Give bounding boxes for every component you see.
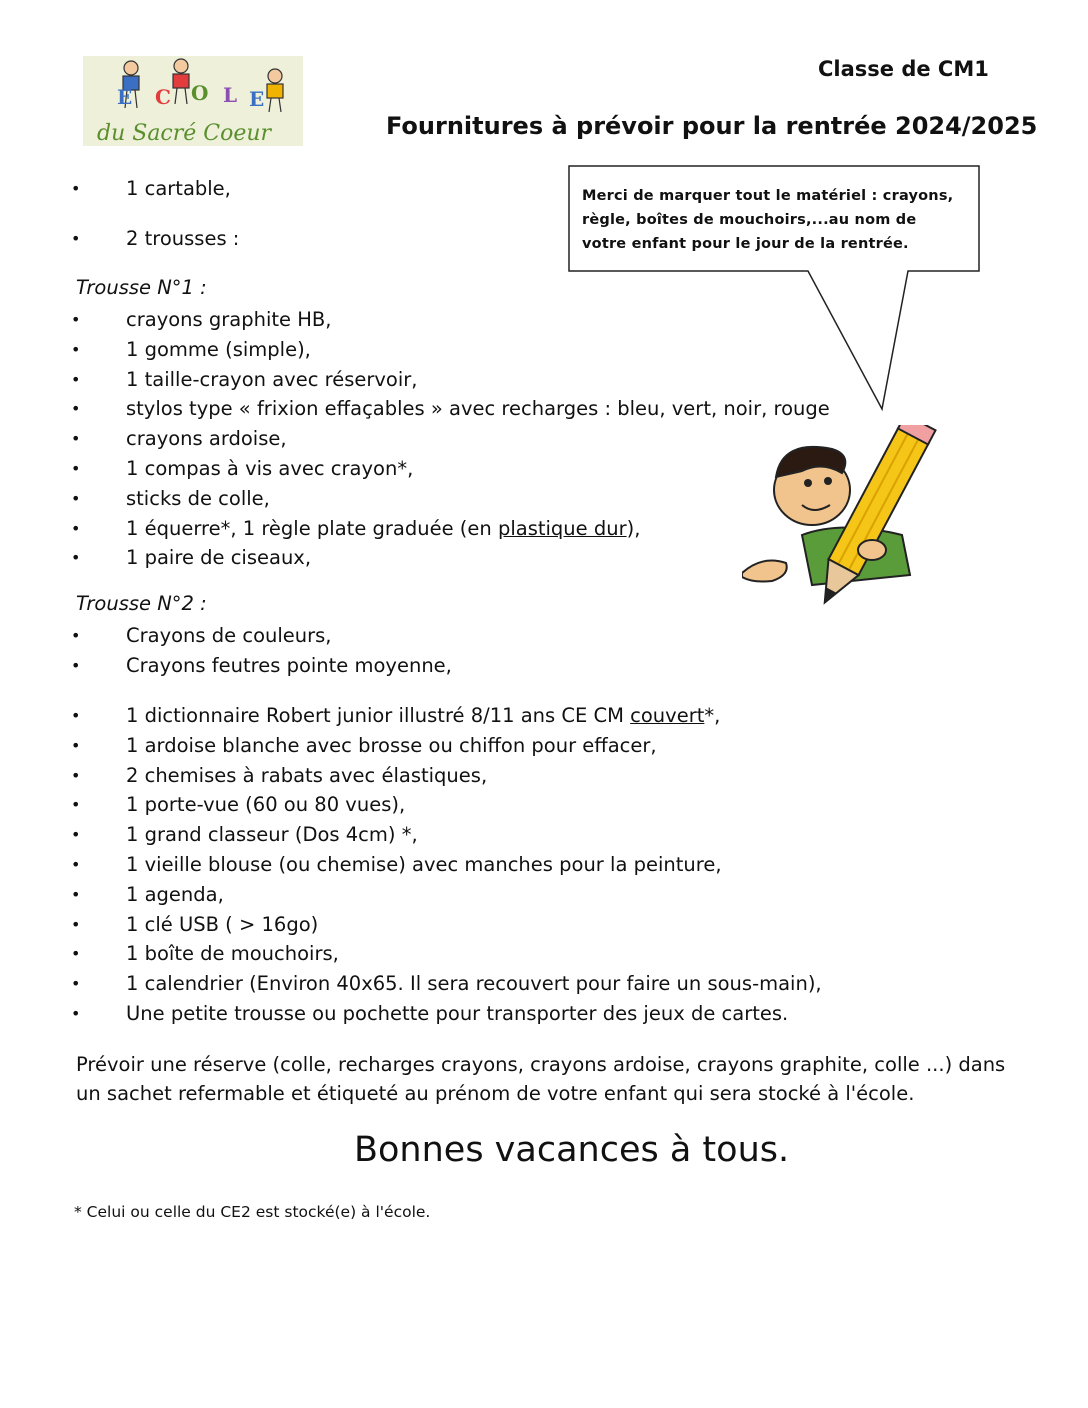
item-text: sticks de colle, <box>126 486 270 510</box>
item-text: 2 chemises à rabats avec élastiques, <box>126 763 488 787</box>
underlined-text: couvert <box>630 704 705 727</box>
bullet: • <box>71 944 81 964</box>
item-text: Crayons de couleurs, <box>126 624 332 647</box>
bullet: • <box>71 735 81 755</box>
item-text: stylos type « frixion effaçables » avec recharges : bleu, vert, noir, rouge <box>126 397 830 421</box>
item-text: 1 cartable, <box>126 177 231 200</box>
item-text: Crayons feutres pointe moyenne, <box>126 653 452 677</box>
bullet: • <box>71 339 81 359</box>
item-text: 1 agenda, <box>126 882 224 906</box>
callout-line: Merci de marquer tout le matériel : crayons, <box>582 188 954 204</box>
bullet: • <box>71 399 81 419</box>
item-text: Une petite trousse ou pochette pour transporter des jeux de cartes. <box>126 1001 789 1025</box>
page-title: Fournitures à prévoir pour la rentrée 2024/2025 <box>386 112 1038 140</box>
class-title: Classe de CM1 <box>818 57 989 81</box>
bullet: • <box>71 369 81 389</box>
bullet: • <box>71 914 81 934</box>
callout-line: votre enfant pour le jour de la rentrée. <box>582 236 909 252</box>
callout-text <box>582 184 982 256</box>
item-text: 1 calendrier (Environ 40x65. Il sera recouvert pour faire un sous-main), <box>126 972 822 996</box>
bullet: • <box>71 488 81 508</box>
callout-line: règle, boîtes de mouchoirs,...au nom de <box>582 212 917 228</box>
item-text: crayons graphite HB, <box>126 308 332 331</box>
bullet: • <box>71 179 81 198</box>
logo-subtitle: du Sacré Coeur <box>97 121 272 146</box>
item-text: 1 gomme (simple), <box>126 337 311 361</box>
item-text: 1 ardoise blanche avec brosse ou chiffon pour effacer, <box>126 733 657 757</box>
item-text: crayons ardoise, <box>126 427 287 451</box>
bullet: • <box>71 518 81 538</box>
bullet: • <box>71 429 81 449</box>
trousse1-heading: Trousse N°1 : <box>76 276 207 299</box>
item-text-part: 1 équerre*, 1 règle plate graduée (en <box>126 516 498 540</box>
logo-letter: É <box>117 85 133 109</box>
item-text-part: 1 dictionnaire Robert junior illustré 8/11 ans CE CM <box>126 704 631 727</box>
item-text: 1 compas à vis avec crayon*, <box>126 456 414 480</box>
bullet: • <box>71 626 81 645</box>
underlined-text: plastique dur <box>497 516 627 540</box>
bullet: • <box>71 706 81 725</box>
item-text: 1 paire de ciseaux, <box>126 546 312 570</box>
footnote: * Celui ou celle du CE2 est stocké(e) à l'école. <box>74 1203 431 1221</box>
item-text: 1 taille-crayon avec réservoir, <box>126 367 418 391</box>
item-text-part: *, <box>704 704 721 727</box>
item-text: 1 clé USB ( > 16go) <box>126 912 319 936</box>
bullet: • <box>71 458 81 478</box>
item-text: 1 porte-vue (60 ou 80 vues), <box>126 793 406 817</box>
logo-letter: E <box>249 87 265 111</box>
logo-letter: C <box>155 85 171 109</box>
bullet: • <box>71 884 81 904</box>
trousse2-heading: Trousse N°2 : <box>76 592 207 615</box>
bullet: • <box>71 854 81 874</box>
bullet: • <box>71 765 81 785</box>
bullet: • <box>71 655 81 675</box>
item-text: 1 vieille blouse (ou chemise) avec manches pour la peinture, <box>126 852 722 876</box>
item-text: 2 trousses : <box>126 227 240 250</box>
closing-message: Bonnes vacances à tous. <box>354 1130 790 1170</box>
bullet: • <box>71 974 81 994</box>
reserve-line: Prévoir une réserve (colle, recharges crayons, crayons ardoise, crayons graphite, colle ...) dans <box>76 1053 1006 1076</box>
bullet: • <box>71 825 81 845</box>
bullet: • <box>71 1003 81 1023</box>
boy-with-pencil-illustration <box>742 425 942 625</box>
logo-letter: L <box>223 83 238 107</box>
item-text <box>126 701 720 731</box>
reserve-paragraph <box>76 1050 1036 1108</box>
school-logo <box>83 56 303 146</box>
bullet: • <box>71 229 81 248</box>
item-text: 1 boîte de mouchoirs, <box>126 942 339 966</box>
reserve-line: un sachet refermable et étiqueté au prénom de votre enfant qui sera stocké à l'école. <box>76 1082 915 1105</box>
bullet: • <box>71 548 81 568</box>
item-text <box>126 514 640 544</box>
item-text-part: ), <box>626 516 641 540</box>
logo-letter: O <box>191 81 209 105</box>
item-text: 1 grand classeur (Dos 4cm) *, <box>126 823 418 847</box>
bullet: • <box>71 795 81 815</box>
bullet: • <box>71 310 81 329</box>
